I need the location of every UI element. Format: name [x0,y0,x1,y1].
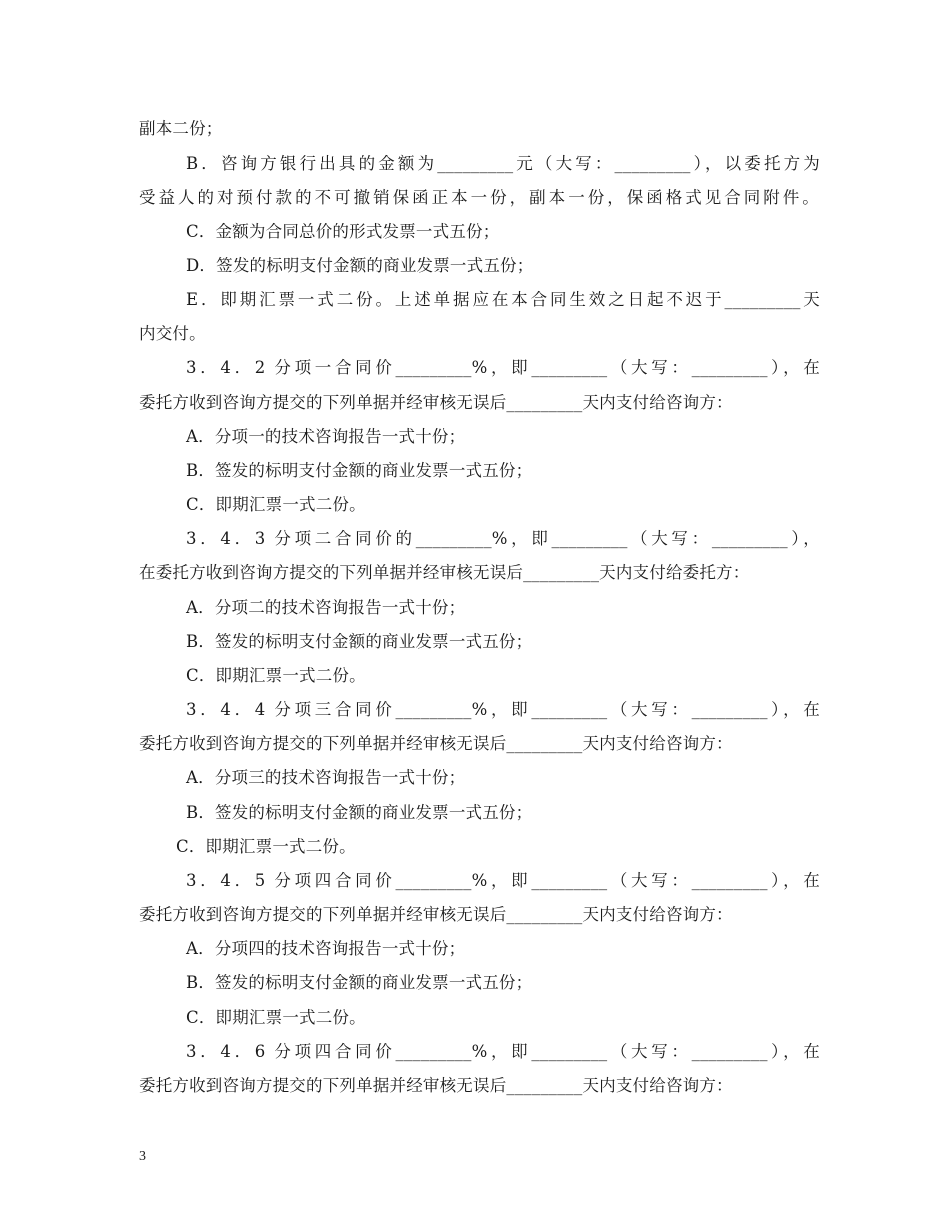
text-line: 委托方收到咨询方提交的下列单据并经审核无误后_________天内支付给咨询方： [139,734,733,753]
text-line: 委托方收到咨询方提交的下列单据并经审核无误后_________天内支付给咨询方： [139,393,733,412]
text-line: B．咨询方银行出具的金额为_________元（大写：_________），以委托方为 [186,154,820,173]
text-line: 3．4．2 分项一合同价_________%，即_________（大写：_________），在 [186,358,820,377]
text-line: C．即期汇票一式二份。 [186,1008,366,1027]
text-line: E．即期汇票一式二份。上述单据应在本合同生效之日起不迟于_________天 [186,290,820,309]
text-line: 受益人的对预付款的不可撤销保函正本一份，副本一份，保函格式见合同附件。 [139,188,819,207]
text-line: A．分项四的技术咨询报告一式十份； [186,939,466,958]
text-line: B．签发的标明支付金额的商业发票一式五份； [186,803,533,822]
text-line: A．分项一的技术咨询报告一式十份； [186,427,466,446]
text-line: C．即期汇票一式二份。 [186,666,366,685]
text-line: 3．4．3 分项二合同价的_________%，即_________（大写：_________）， [186,529,820,548]
text-line: B．签发的标明支付金额的商业发票一式五份； [186,632,533,651]
text-line: B．签发的标明支付金额的商业发票一式五份； [186,461,533,480]
text-line: C．金额为合同总价的形式发票一式五份； [186,222,500,241]
text-line: 3．4．6 分项四合同价_________%，即_________（大写：_________），在 [186,1042,820,1061]
text-line: 副本二份； [139,119,223,138]
text-line: 在委托方收到咨询方提交的下列单据并经审核无误后_________天内支付给委托方： [139,563,750,582]
text-line: C．即期汇票一式二份。 [176,837,356,856]
text-line: 委托方收到咨询方提交的下列单据并经审核无误后_________天内支付给咨询方： [139,1076,733,1095]
text-line: 3．4．5 分项四合同价_________%，即_________（大写：_________），在 [186,871,820,890]
text-line: C．即期汇票一式二份。 [186,495,366,514]
text-line: 委托方收到咨询方提交的下列单据并经审核无误后_________天内支付给咨询方： [139,905,733,924]
page-number: 3 [139,1149,146,1164]
text-line: A．分项二的技术咨询报告一式十份； [186,598,466,617]
text-line: 内交付。 [139,324,206,343]
text-line: 3．4．4 分项三合同价_________%，即_________（大写：_________），在 [186,700,820,719]
text-line: B．签发的标明支付金额的商业发票一式五份； [186,973,533,992]
text-line: D．签发的标明支付金额的商业发票一式五份； [186,256,534,275]
text-line: A．分项三的技术咨询报告一式十份； [186,768,466,787]
